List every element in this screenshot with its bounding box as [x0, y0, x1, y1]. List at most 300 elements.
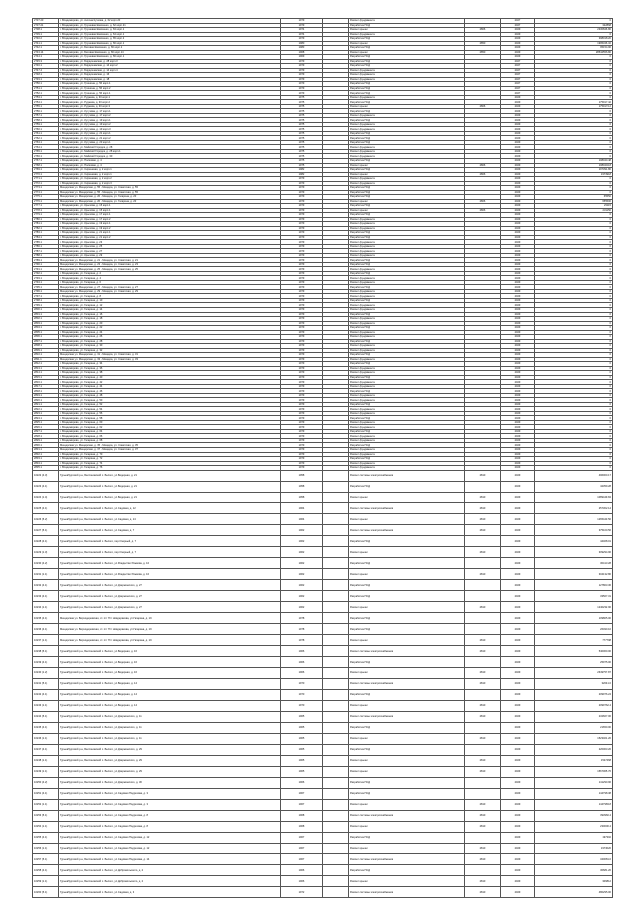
address-cell: г. Владимирово, ул. Грушевая Шевченко, д. 65 корп.2	[59, 37, 281, 42]
row-id-cell: 10223 (4.1)	[33, 481, 59, 492]
year-cell: 1979	[281, 23, 323, 28]
cost-cell: 0	[535, 461, 613, 466]
cost-cell: 0	[535, 389, 613, 394]
table-row	[33, 755, 613, 766]
row-id-cell: 10232 (4.1)	[33, 580, 59, 591]
address-cell: Гурьевбургский р-н, Бессоновский с. Белого, ул.Дзержинского, д. 27	[59, 602, 281, 613]
row-id-cell: 10243 (1.1)	[33, 700, 59, 711]
row-id-cell: 2776.1	[33, 199, 59, 204]
address-cell: г. Владимирово, ул. Кутузова, д. 19 корп.2	[59, 122, 281, 127]
plan-year-cell: 2029	[501, 689, 535, 700]
plan-year-cell: 2029	[501, 231, 535, 236]
year-cell: 1979	[281, 335, 323, 340]
work-type-cell: Разработка ПСД	[349, 429, 465, 434]
cost-cell: 0	[535, 149, 613, 154]
cost-cell: 0	[535, 55, 613, 60]
address-cell: Мещерская ул. Мещерская, д. 20 - Мещера, ул. Гагарина, д. 20	[59, 199, 281, 204]
cost-cell: 0	[535, 249, 613, 254]
plan-year-cell: 2029	[501, 163, 535, 168]
row-id-cell: 10254 (1.1)	[33, 821, 59, 832]
row-id-cell: 2754.1	[33, 100, 59, 105]
address-cell: г. Владимирово, ул. Крылова, д. 23	[59, 240, 281, 245]
cost-cell: 0	[535, 181, 613, 186]
cost-cell: 0	[535, 452, 613, 457]
work-type-cell: Ремонт фундамента	[349, 380, 465, 385]
address-cell: г. Владимирово, ул. Гагарина, д. 30	[59, 344, 281, 349]
year-cell: 1978	[281, 635, 323, 646]
table-row	[33, 810, 613, 821]
cost-cell: 0	[535, 294, 613, 299]
row-id-cell: 2816.1	[33, 380, 59, 385]
row-id-cell: 2769.1	[33, 168, 59, 173]
work-type-cell: Разработка ПСД	[349, 362, 465, 367]
cost-cell: 232667.06	[535, 711, 613, 722]
table-row	[33, 678, 613, 689]
year-cell: 1979	[281, 461, 323, 466]
blank-cell	[323, 580, 349, 591]
plan-year-cell: 2029	[501, 832, 535, 843]
year-cell: 1962	[281, 580, 323, 591]
address-cell: г. Владимирово, ул. Майский Городок, д. 28 корп.1	[59, 149, 281, 154]
plan-year-cell: 2029	[501, 308, 535, 313]
year-cell: 1974	[281, 32, 323, 37]
address-cell: г. Владимирово, ул. Крылова, д. 27	[59, 249, 281, 254]
plan-year-cell: 2029	[501, 131, 535, 136]
plan-year-cell: 2029	[501, 181, 535, 186]
code-cell: 2810	[465, 854, 501, 865]
code-cell: 2810	[465, 810, 501, 821]
code-cell	[465, 624, 501, 635]
cost-cell: 30681.20	[535, 865, 613, 876]
work-type-cell: Разработка ПСД	[349, 788, 465, 799]
cost-cell: 1759174.2	[535, 104, 613, 109]
row-id-cell: 10250 (4.2)	[33, 777, 59, 788]
row-id-cell: 2829.1	[33, 438, 59, 443]
row-id-cell: 2737.20	[33, 19, 59, 24]
work-type-cell: Ремонт системы электроснабжения	[349, 810, 465, 821]
address-cell: Гурьевбургский р-н, Бессоновский с. Белого, ул.Садовая, д. 14	[59, 514, 281, 525]
code-cell	[465, 777, 501, 788]
year-cell: 1978	[281, 624, 323, 635]
year-cell: 1979	[281, 68, 323, 73]
cost-cell: 2099762.4	[535, 700, 613, 711]
code-cell	[465, 536, 501, 547]
cost-cell: 0	[535, 59, 613, 64]
address-cell: Гурьевбургский р-н, Бессоновский с. Белого, ул.Ведерная, д. 16	[59, 646, 281, 657]
row-id-cell: 2763.1	[33, 140, 59, 145]
cost-cell: 0	[535, 375, 613, 380]
cost-cell: 0	[535, 411, 613, 416]
work-type-cell: Ремонт крыши	[349, 208, 465, 213]
work-type-cell: Разработка ПСД	[349, 326, 465, 331]
year-cell: 1968	[281, 810, 323, 821]
plan-year-cell: 2029	[501, 580, 535, 591]
blank-cell	[323, 624, 349, 635]
year-cell: 1979	[281, 438, 323, 443]
address-cell: г. Владимирово, ул. Гагарина, д. 74	[59, 461, 281, 466]
row-id-cell: 2815.1	[33, 375, 59, 380]
work-type-cell: Разработка ПСД	[349, 298, 465, 303]
plan-year-cell: 2027	[501, 73, 535, 78]
work-type-cell: Разработка ПСД	[349, 158, 465, 163]
row-id-cell: 2746.1	[33, 64, 59, 69]
plan-year-cell: 2029	[501, 222, 535, 227]
work-type-cell: Разработка ПСД	[349, 416, 465, 421]
row-id-cell: 2807.1	[33, 339, 59, 344]
code-cell	[465, 657, 501, 668]
address-cell: г. Владимирово, ул. Руднева, д. 30 корп.2	[59, 100, 281, 105]
work-type-cell: Разработка ПСД	[349, 744, 465, 755]
address-cell: г. Владимирово, ул. Гагарина, д. 68	[59, 438, 281, 443]
address-cell: Гурьевбургский р-н, Бессоновский с. Белого, ул.Дзержинского, д. 30	[59, 777, 281, 788]
work-type-cell: Ремонт фундамента	[349, 461, 465, 466]
address-cell: г. Владимирово, ул. Кутузова, д. 21 корп.1	[59, 131, 281, 136]
cost-cell: 21650.00	[535, 722, 613, 733]
work-type-cell: Ремонт крыши	[349, 28, 465, 33]
plan-year-cell: 2029	[501, 118, 535, 123]
year-cell: 1979	[281, 226, 323, 231]
blank-cell	[323, 569, 349, 580]
cost-cell: 1080404.8	[535, 163, 613, 168]
cost-cell: 0	[535, 64, 613, 69]
address-cell: г. Владимирово, ул. Гагарина, д. 44	[59, 384, 281, 389]
blank-cell	[323, 843, 349, 854]
address-cell: г. Владимирово, ул. Бирдишевская, д. 16	[59, 73, 281, 78]
plan-year-cell: 2029	[501, 244, 535, 249]
blank-cell	[323, 558, 349, 569]
code-cell: 2810	[465, 887, 501, 898]
plan-year-cell: 2029	[501, 438, 535, 443]
plan-year-cell: 2029	[501, 127, 535, 132]
code-cell: 2810	[465, 547, 501, 558]
address-cell: г. Владимирово, ул. Гагарина, д. 64	[59, 429, 281, 434]
work-type-cell: Ремонт крыши	[349, 876, 465, 887]
year-cell: 1979	[281, 443, 323, 448]
address-cell: Гурьевбургский р-н, Бессоновский с. Белого, ул.Садовая, д. 7	[59, 525, 281, 536]
year-cell: 1979	[281, 231, 323, 236]
year-cell: 1975	[281, 149, 323, 154]
work-type-cell: Ремонт фундамента	[349, 226, 465, 231]
plan-year-cell: 2029	[501, 289, 535, 294]
address-cell: Мещерская ул. Мещерская, д. 25 - Мещера, ул. Советская, д. 25	[59, 267, 281, 272]
row-id-cell: 10249 (1.1)	[33, 766, 59, 777]
plan-year-cell: 2029	[501, 470, 535, 481]
year-cell: 1958	[281, 492, 323, 503]
cost-cell: 0	[535, 19, 613, 24]
row-id-cell: 2786.1	[33, 244, 59, 249]
blank-cell	[323, 777, 349, 788]
year-cell: 1979	[281, 258, 323, 263]
address-cell: г. Владимирово, ул. Кутузова, д. 19 корп.1	[59, 118, 281, 123]
row-id-cell: 2811.1	[33, 357, 59, 362]
plan-year-cell: 2029	[501, 393, 535, 398]
work-type-cell: Разработка ПСД	[349, 865, 465, 876]
cost-cell: 777798	[535, 635, 613, 646]
address-cell: г. Владимирово, ул. Крылова, д. 25	[59, 244, 281, 249]
blank-cell	[323, 799, 349, 810]
work-type-cell: Разработка ПСД	[349, 271, 465, 276]
work-type-cell: Ремонт фундамента	[349, 303, 465, 308]
blank-cell	[323, 711, 349, 722]
row-id-cell: 2795.1	[33, 285, 59, 290]
address-cell: г. Владимирово, ул. Крылова, д. 21 корп.2	[59, 235, 281, 240]
table-row	[33, 689, 613, 700]
work-type-cell: Ремонт системы электроснабжения	[349, 678, 465, 689]
work-type-cell: Разработка ПСД	[349, 64, 465, 69]
row-id-cell: 2801.1	[33, 312, 59, 317]
year-cell: 1982	[281, 172, 323, 177]
address-cell: г. Владимирово, ул. Грушевая Шевченко, д. 64 корп.1	[59, 32, 281, 37]
table-row	[33, 722, 613, 733]
plan-year-cell: 2029	[501, 149, 535, 154]
address-cell: г. Владимирово, ул. Сиреневая, д. 2 корп.2	[59, 177, 281, 182]
work-type-cell: Ремонт фундамента	[349, 330, 465, 335]
row-id-cell: 10252 (1.1)	[33, 799, 59, 810]
address-cell: г. Владимирово, ул. Бирдишевская, д. 28 корп.3	[59, 59, 281, 64]
address-cell: Гурьевбургский р-н, Бессоновский с. Белого, ул.Дзержинского, д. 29	[59, 744, 281, 755]
address-cell: г. Владимирово, ул. Майский Городок, д. 28	[59, 145, 281, 150]
year-cell: 1979	[281, 384, 323, 389]
blank-cell	[323, 514, 349, 525]
code-cell: 2810	[465, 766, 501, 777]
cost-cell: 1567065.76	[535, 766, 613, 777]
address-cell: г. Владимирово, ул. Гагарина, д. 38	[59, 371, 281, 376]
cost-cell: 0	[535, 330, 613, 335]
plan-year-cell: 2029	[501, 843, 535, 854]
code-cell: 2810	[465, 799, 501, 810]
address-cell: Гурьевбургский р-н, Бессоновский с. Белого, ул.Добровольского, д. 2	[59, 876, 281, 887]
cost-cell: 480295.00	[535, 887, 613, 898]
plan-year-cell: 2029	[501, 547, 535, 558]
address-cell: Мещерская ул. Мещерская, д. 35 - Мещера, ул. Советская, д. 35	[59, 443, 281, 448]
cost-cell: 0	[535, 348, 613, 353]
cost-cell: 0	[535, 353, 613, 358]
row-id-cell: 2831.1	[33, 447, 59, 452]
cost-cell: 2649757.87	[535, 668, 613, 679]
code-cell: 2810	[465, 503, 501, 514]
cost-cell: 0	[535, 109, 613, 114]
cost-cell: 0	[535, 258, 613, 263]
cost-cell: 197302	[535, 832, 613, 843]
row-id-cell: 2764.1	[33, 145, 59, 150]
row-id-cell: 2785.1	[33, 240, 59, 245]
plan-year-cell: 2029	[501, 799, 535, 810]
work-type-cell: Разработка ПСД	[349, 109, 465, 114]
year-cell: 1958	[281, 470, 323, 481]
code-cell: 2806	[465, 28, 501, 33]
plan-year-cell: 2029	[501, 429, 535, 434]
year-cell: 1979	[281, 330, 323, 335]
cost-cell: 0	[535, 298, 613, 303]
cost-cell: 375100.56	[535, 525, 613, 536]
plan-year-cell: 2029	[501, 312, 535, 317]
year-cell: 1979	[281, 348, 323, 353]
year-cell: 1975	[281, 109, 323, 114]
work-type-cell: Ремонт фундамента	[349, 447, 465, 452]
work-type-cell: Ремонт фундамента	[349, 335, 465, 340]
table-row	[33, 602, 613, 613]
code-cell	[465, 788, 501, 799]
address-cell: Мещерская ул. Мещерская, д. 27 - Мещера, ул. Советская, д. 27	[59, 285, 281, 290]
plan-year-cell: 2029	[501, 109, 535, 114]
table-row	[33, 580, 613, 591]
plan-year-cell: 2029	[501, 357, 535, 362]
plan-year-cell: 2029	[501, 253, 535, 258]
plan-year-cell: 2029	[501, 226, 535, 231]
plan-year-cell: 2029	[501, 700, 535, 711]
year-cell: 1962	[281, 525, 323, 536]
row-id-cell: 10259 (1.1)	[33, 876, 59, 887]
address-cell: г. Владимирово, ул. Гагарина, д. 12	[59, 303, 281, 308]
work-type-cell: Разработка ПСД	[349, 46, 465, 51]
cost-cell: 306812	[535, 876, 613, 887]
work-type-cell: Ремонт фундамента	[349, 411, 465, 416]
year-cell: 1964	[281, 503, 323, 514]
cost-cell: 304132.80	[535, 569, 613, 580]
address-cell: г. Владимирово, ул. Крылова, д. 19 корп.1	[59, 222, 281, 227]
year-cell: 1966	[281, 777, 323, 788]
plan-year-cell: 2029	[501, 407, 535, 412]
plan-year-cell: 2029	[501, 678, 535, 689]
code-cell: 2810	[465, 602, 501, 613]
cost-cell: 0	[535, 140, 613, 145]
year-cell: 1979	[281, 82, 323, 87]
year-cell: 1979	[281, 190, 323, 195]
work-type-cell: Ремонт системы электроснабжения	[349, 470, 465, 481]
work-type-cell: Ремонт фундамента	[349, 77, 465, 82]
plan-year-cell: 2029	[501, 55, 535, 60]
code-cell	[465, 558, 501, 569]
table-row	[33, 635, 613, 646]
work-type-cell: Разработка ПСД	[349, 389, 465, 394]
row-id-cell: 2813.1	[33, 366, 59, 371]
cost-cell: 340081.0	[535, 854, 613, 865]
year-cell: 1967	[281, 843, 323, 854]
cost-cell: 0	[535, 226, 613, 231]
code-cell: 2806	[465, 208, 501, 213]
year-cell: 1979	[281, 393, 323, 398]
code-cell: 2810	[465, 755, 501, 766]
blank-cell	[323, 722, 349, 733]
work-type-cell: Ремонт фундамента	[349, 217, 465, 222]
work-type-cell: Ремонт фундамента	[349, 280, 465, 285]
cost-cell: 0	[535, 457, 613, 462]
work-type-cell: Ремонт крыши	[349, 569, 465, 580]
plan-year-cell: 2029	[501, 514, 535, 525]
code-cell: 2806	[465, 163, 501, 168]
year-cell: 1979	[281, 317, 323, 322]
row-id-cell: 10251 (4.1)	[33, 788, 59, 799]
year-cell: 1966	[281, 646, 323, 657]
year-cell: 1979	[281, 186, 323, 191]
blank-cell	[323, 678, 349, 689]
row-id-cell: 2810.1	[33, 353, 59, 358]
work-type-cell: Ремонт фундамента	[349, 398, 465, 403]
cost-cell: 44468.01	[535, 536, 613, 547]
code-cell: 2810	[465, 700, 501, 711]
year-cell: 1975	[281, 113, 323, 118]
work-type-cell: Ремонт фундамента	[349, 425, 465, 430]
work-type-cell: Разработка ПСД	[349, 190, 465, 195]
row-id-cell: 2800.1	[33, 308, 59, 313]
address-cell: Гурьевбургский р-н, Бессоновский с. Белого, ул.Дзержинского, д. 27	[59, 580, 281, 591]
plan-year-cell: 2029	[501, 262, 535, 267]
row-id-cell: 10231 (1.1)	[33, 569, 59, 580]
address-cell: г. Владимирово, ул. Бирдишевская, д. 14 корп.4	[59, 68, 281, 73]
cost-cell: 0	[535, 344, 613, 349]
row-id-cell: 2812.1	[33, 362, 59, 367]
work-type-cell: Разработка ПСД	[349, 86, 465, 91]
address-cell: Мещерская ул. Верходеревская, ст. пгт Пгт Новдерякова, ул.Гагарина, д. 19	[59, 635, 281, 646]
address-cell: г. Владимирово, ул. Руднева, д. 30 корп.1	[59, 95, 281, 100]
plan-year-cell: 2029	[501, 722, 535, 733]
work-type-cell: Разработка ПСД	[349, 258, 465, 263]
address-cell: Мещерская ул. Мещерская, д. 31 - Мещера, ул. Советская, д. 31	[59, 353, 281, 358]
year-cell: 1979	[281, 249, 323, 254]
table-row	[33, 657, 613, 668]
address-cell: г. Владимирово, ул. Гагарина, д. 58	[59, 416, 281, 421]
cost-cell: 209976.24	[535, 689, 613, 700]
cost-cell: 0	[535, 434, 613, 439]
plan-year-cell: 2029	[501, 154, 535, 159]
row-id-cell: 2750.1	[33, 82, 59, 87]
plan-year-cell: 2029	[501, 285, 535, 290]
year-cell: 1979	[281, 204, 323, 209]
year-cell: 1979	[281, 262, 323, 267]
year-cell: 1979	[281, 199, 323, 204]
plan-year-cell: 2029	[501, 854, 535, 865]
row-id-cell: 2806.1	[33, 335, 59, 340]
year-cell: 1979	[281, 298, 323, 303]
plan-year-cell: 2029	[501, 177, 535, 182]
cost-cell: 496000.17	[535, 470, 613, 481]
row-id-cell: 2773.1	[33, 186, 59, 191]
plan-year-cell: 2029	[501, 168, 535, 173]
year-cell: 1979	[281, 425, 323, 430]
cost-cell: 0	[535, 466, 613, 471]
blank-cell	[323, 744, 349, 755]
year-cell: 1979	[281, 37, 323, 42]
work-type-cell: Разработка ПСД	[349, 777, 465, 788]
address-cell: г. Владимирово, ул. Гагарина, д. 52	[59, 402, 281, 407]
plan-year-cell: 2027	[501, 82, 535, 87]
plan-year-cell: 2029	[501, 457, 535, 462]
plan-year-cell: 2029	[501, 569, 535, 580]
cost-cell: 0	[535, 289, 613, 294]
year-cell: 1979	[281, 420, 323, 425]
work-type-cell: Разработка ПСД	[349, 140, 465, 145]
address-cell: Гурьевбургский р-н, Бессоновский с. Белого, ул.Дзержинского, д. 11	[59, 733, 281, 744]
plan-year-cell: 2029	[501, 766, 535, 777]
cost-cell: 220003.20	[535, 744, 613, 755]
table-row	[33, 569, 613, 580]
row-id-cell: 2787.1	[33, 249, 59, 254]
row-id-cell: 2742.1	[33, 46, 59, 51]
address-cell: Гурьевбургский р-н, Бессоновский с. Белого, ул.Садовая, д. 3	[59, 887, 281, 898]
blank-cell	[323, 635, 349, 646]
cost-cell: 0	[535, 73, 613, 78]
code-cell	[465, 722, 501, 733]
address-cell: Гурьевбургский р-н, Бессоновский с. Белого, ул.Садовая, д. 12	[59, 503, 281, 514]
work-type-cell: Разработка ПСД	[349, 832, 465, 843]
work-type-cell: Разработка ПСД	[349, 657, 465, 668]
address-cell: Гурьевбургский р-н, Бессоновский с. Белого, ул.Садовая Подрезова, д. 3	[59, 799, 281, 810]
work-type-cell: Ремонт фундамента	[349, 294, 465, 299]
cost-cell: 0	[535, 190, 613, 195]
work-type-cell: Разработка ПСД	[349, 558, 465, 569]
address-cell: г. Владимирово, ул. Грушевая Шевченко, д. 63 корп.1	[59, 28, 281, 33]
blank-cell	[323, 547, 349, 558]
